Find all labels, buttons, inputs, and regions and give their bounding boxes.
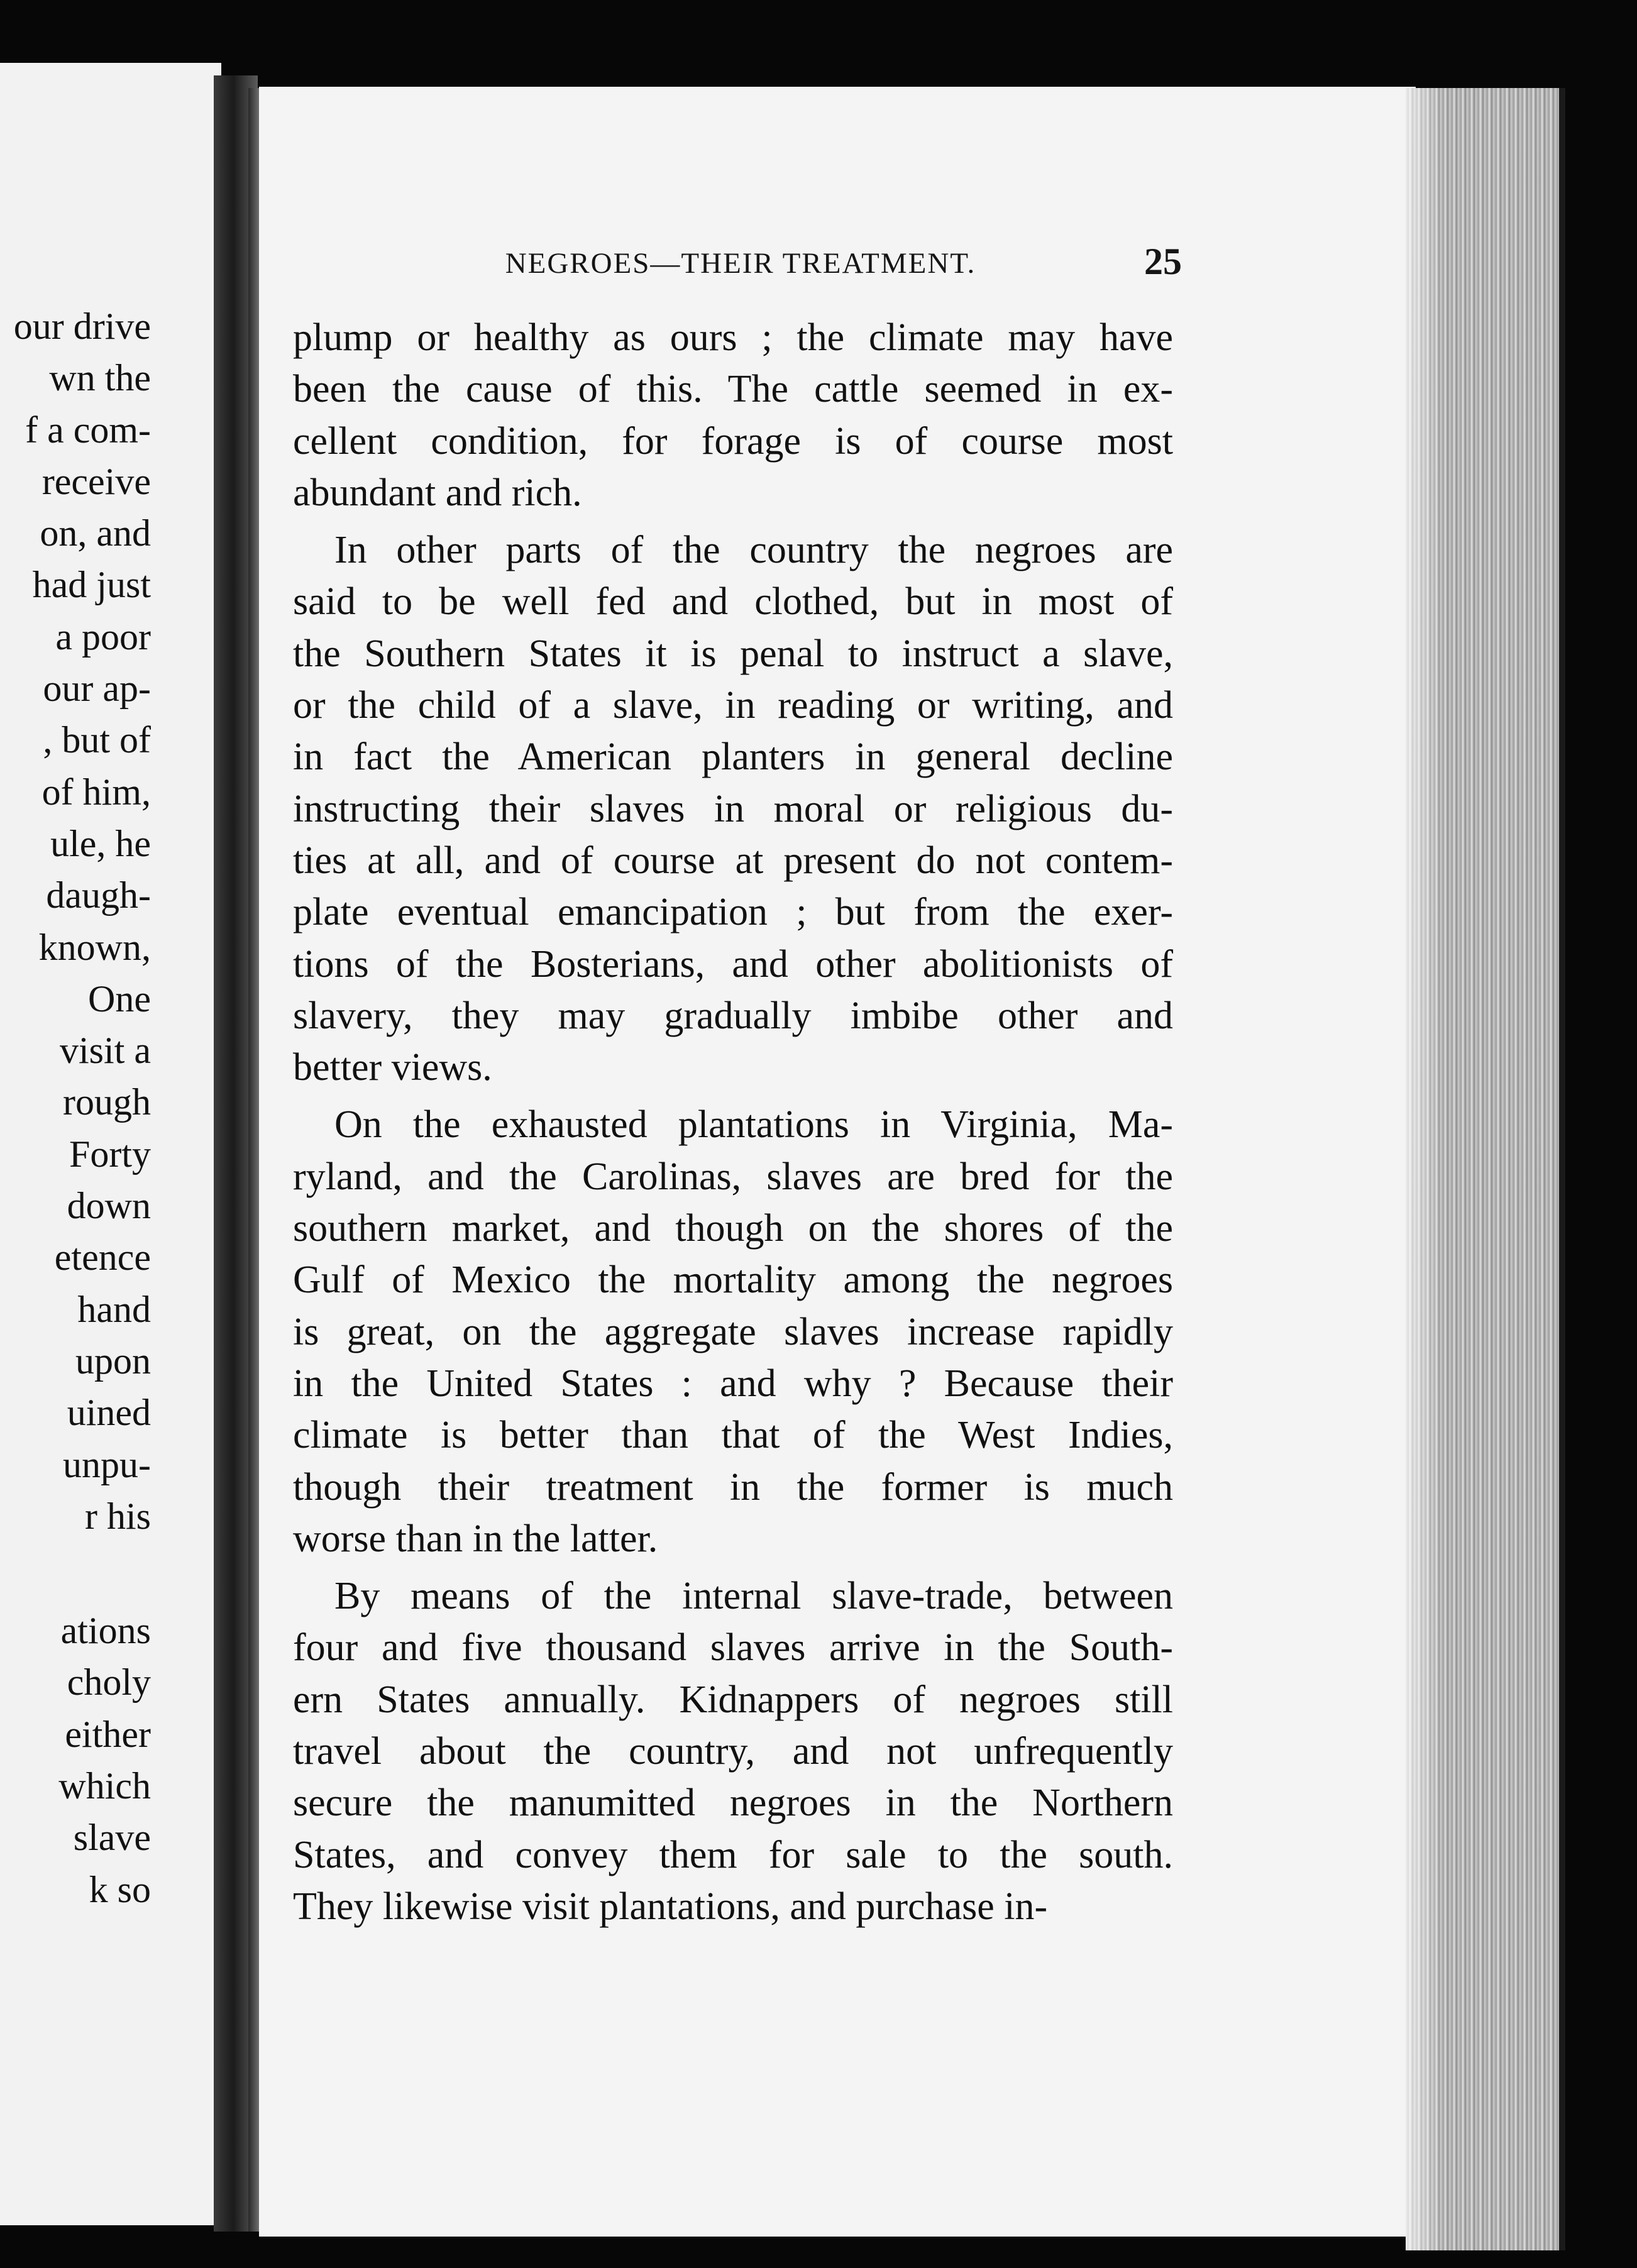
- text-line: By means of the internal slave-trade, between: [334, 1575, 1173, 1618]
- paragraph-gap: [293, 519, 1173, 524]
- page-number: 25: [1144, 241, 1182, 282]
- text-line: said to be well fed and clothed, but in most of: [293, 580, 1173, 624]
- text-line: They likewise visit plantations, and purchase in-: [293, 1885, 1048, 1928]
- text-line: slavery, they may gradually imbibe other and: [293, 994, 1173, 1037]
- text-line: ties at all, and of course at present do not contem-: [293, 839, 1173, 882]
- left-page-line: , but of: [43, 719, 151, 761]
- left-page-line: wn the: [49, 357, 151, 399]
- paragraph: [293, 1099, 1173, 1565]
- text-line: in the United States : and why ? Because their: [293, 1362, 1173, 1405]
- text-line: the Southern States it is penal to instruct a slave,: [293, 632, 1173, 675]
- paragraph-gap: [293, 1565, 1173, 1570]
- left-page-line: uined: [67, 1392, 151, 1434]
- text-line: worse than in the latter.: [293, 1517, 658, 1560]
- left-page-line: either: [65, 1713, 151, 1755]
- text-line: instructing their slaves in moral or religious du-: [293, 787, 1173, 830]
- text-line: been the cause of this. The cattle seemed in ex-: [293, 368, 1173, 411]
- left-page-line: our ap-: [43, 668, 151, 710]
- left-page-line: visit a: [60, 1030, 151, 1072]
- left-page-line: of him,: [41, 771, 151, 813]
- left-page-line: which: [58, 1765, 151, 1807]
- left-page-line: k so: [89, 1868, 151, 1910]
- text-line: States, and convey them for sale to the south.: [293, 1833, 1173, 1876]
- text-line: or the child of a slave, in reading or writing, and: [293, 684, 1173, 727]
- left-page-line: known,: [38, 926, 151, 968]
- text-line: though their treatment in the former is much: [293, 1465, 1173, 1509]
- text-line: plump or healthy as ours ; the climate may have: [293, 316, 1173, 359]
- text-line: In other parts of the country the negroes are: [334, 529, 1173, 572]
- left-page-line: upon: [75, 1340, 151, 1382]
- left-page-line: r his: [85, 1495, 151, 1537]
- text-line: ern States annually. Kidnappers of negroes still: [293, 1678, 1173, 1721]
- text-line: in fact the American planters in general decline: [293, 735, 1173, 779]
- text-line: southern market, and though on the shores of the: [293, 1207, 1173, 1250]
- paragraph: [293, 312, 1173, 519]
- text-line: Gulf of Mexico the mortality among the negroes: [293, 1258, 1173, 1302]
- text-line: abundant and rich.: [293, 471, 582, 514]
- left-page-line: down: [67, 1185, 151, 1227]
- left-page-line: had just: [32, 564, 151, 606]
- paragraph: [293, 524, 1173, 1093]
- text-line: secure the manumitted negroes in the Northern: [293, 1781, 1173, 1825]
- body-text: [293, 312, 1173, 1932]
- left-page-line: etence: [54, 1236, 151, 1279]
- left-page-text: [0, 300, 151, 1915]
- text-line: four and five thousand slaves arrive in the South-: [293, 1626, 1173, 1670]
- left-page-line: unpu-: [63, 1443, 151, 1485]
- left-page-line: ule, he: [50, 822, 151, 864]
- left-page-line: our drive: [13, 306, 151, 347]
- left-page-line: choly: [67, 1661, 151, 1704]
- text-line: tions of the Bosterians, and other abolitionists of: [293, 942, 1173, 986]
- left-page-line: slave: [73, 1817, 151, 1859]
- left-page-line: Forty: [69, 1133, 151, 1175]
- left-page-line: One: [88, 977, 151, 1020]
- left-page-line: f a com-: [25, 409, 151, 451]
- paragraph: [293, 1570, 1173, 1932]
- text-line: climate is better than that of the West Indies,: [293, 1414, 1173, 1457]
- fore-edge-shade: [1406, 88, 1443, 2250]
- left-page-gap: [0, 1542, 151, 1605]
- text-line: is great, on the aggregate slaves increase rapidly: [293, 1310, 1173, 1353]
- left-page-line: daugh-: [46, 874, 151, 917]
- left-page-line: on, and: [40, 512, 151, 554]
- text-line: plate eventual emancipation ; but from the exer-: [293, 891, 1173, 934]
- left-page-line: a poor: [55, 615, 151, 658]
- running-head: NEGROES—THEIR TREATMENT.: [505, 247, 976, 280]
- left-page: [0, 63, 221, 2225]
- text-line: travel about the country, and not unfrequently: [293, 1730, 1173, 1773]
- left-page-line: ations: [60, 1610, 151, 1652]
- paragraph-gap: [293, 1093, 1173, 1099]
- left-page-line: receive: [41, 460, 151, 502]
- text-line: cellent condition, for forage is of course most: [293, 419, 1173, 463]
- left-page-line: rough: [63, 1081, 151, 1123]
- text-line: ryland, and the Carolinas, slaves are bred for the: [293, 1155, 1173, 1198]
- text-line: better views.: [293, 1046, 492, 1089]
- left-page-line: hand: [77, 1288, 151, 1330]
- text-line: On the exhausted plantations in Virginia, Ma-: [334, 1103, 1173, 1147]
